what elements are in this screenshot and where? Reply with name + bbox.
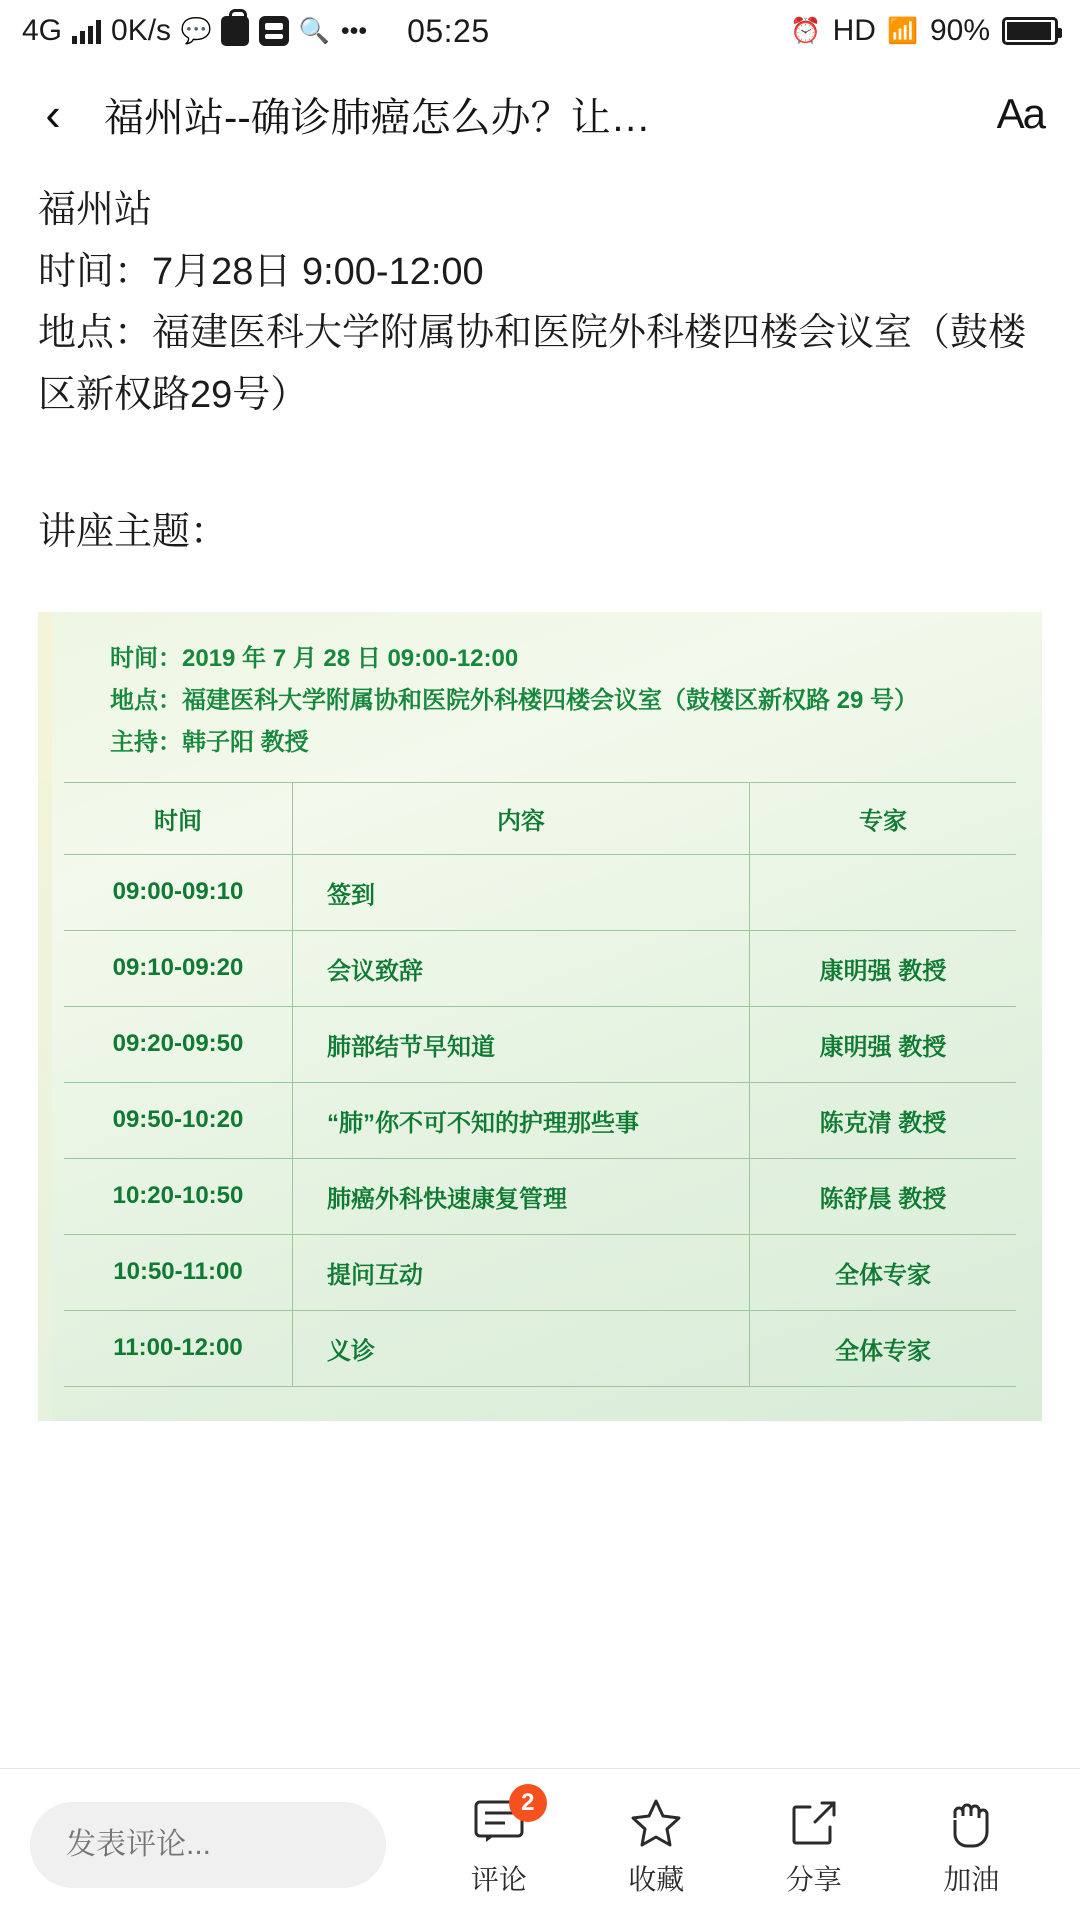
- cell-expert: 全体专家: [749, 1234, 1016, 1310]
- column-header-time: 时间: [64, 782, 292, 854]
- cell-content: “肺”你不可不知的护理那些事: [292, 1082, 749, 1158]
- network-speed-label: 0K/s: [111, 14, 172, 47]
- cheer-label: 加油: [943, 1863, 1000, 1895]
- table-row: [64, 930, 1016, 1006]
- cheer-button[interactable]: [901, 1792, 1041, 1898]
- bottom-action-bar: [0, 1768, 1080, 1920]
- more-dots-icon: •••: [340, 16, 368, 45]
- article-line-location: 地点：福建医科大学附属协和医院外科楼四楼会议室（鼓楼区新权路29号）: [38, 312, 1027, 416]
- cell-time: 09:50-10:20: [64, 1082, 292, 1158]
- cell-expert: 康明强 教授: [749, 1006, 1016, 1082]
- cell-content: 肺癌外科快速康复管理: [292, 1158, 749, 1234]
- comment-label: 评论: [470, 1863, 527, 1895]
- cell-time: 10:50-11:00: [64, 1234, 292, 1310]
- back-chevron-icon[interactable]: ‹: [45, 88, 61, 140]
- cell-expert: 陈舒晨 教授: [749, 1158, 1016, 1234]
- agenda-table: [64, 782, 1016, 1387]
- column-header-content: 内容: [292, 782, 749, 854]
- cell-content: 会议致辞: [292, 930, 749, 1006]
- cell-time: 10:20-10:50: [64, 1158, 292, 1234]
- signal-bars-icon: [72, 18, 101, 44]
- comment-button[interactable]: [429, 1788, 569, 1898]
- table-row: [64, 1310, 1016, 1386]
- favorite-button[interactable]: [586, 1792, 726, 1898]
- table-row: [64, 1234, 1016, 1310]
- article-spacer: [38, 426, 1042, 502]
- table-row: [64, 854, 1016, 930]
- battery-percent-label: 90%: [929, 14, 990, 47]
- clock-label: 05:25: [407, 12, 490, 49]
- cell-expert: 陈克清 教授: [749, 1082, 1016, 1158]
- status-bar-left: [22, 13, 490, 50]
- status-bar-right: [791, 14, 1058, 48]
- article-body: [0, 166, 1080, 564]
- search-icon: 🔍: [298, 16, 330, 45]
- poster-header-location: 地点：福建医科大学附属协和医院外科楼四楼会议室（鼓楼区新权路 29 号）: [110, 686, 919, 714]
- network-type-label: 4G: [22, 14, 63, 47]
- favorite-label: 收藏: [628, 1863, 685, 1895]
- cell-time: 09:20-09:50: [64, 1006, 292, 1082]
- agenda-poster-image: [38, 612, 1042, 1421]
- article-line-topic: 讲座主题：: [38, 511, 229, 554]
- star-icon: [628, 1792, 684, 1854]
- hd-label: HD: [832, 14, 876, 47]
- article-line-venue: 福州站: [38, 189, 153, 231]
- lock-icon: [221, 16, 249, 46]
- cell-content: 义诊: [292, 1310, 749, 1386]
- action-buttons: [386, 1788, 1050, 1898]
- title-bar: [0, 62, 1080, 166]
- cell-expert: 全体专家: [749, 1310, 1016, 1386]
- article-line-time: 时间：7月28日 9:00-12:00: [38, 250, 484, 293]
- robot-icon: [259, 16, 289, 46]
- share-label: 分享: [785, 1863, 842, 1895]
- cell-content: 签到: [292, 854, 749, 930]
- fist-icon: [945, 1792, 997, 1854]
- cell-expert: 康明强 教授: [749, 930, 1016, 1006]
- poster-header-time: 时间：2019 年 7 月 28 日 09:00-12:00: [110, 644, 519, 672]
- comment-input[interactable]: [30, 1802, 386, 1888]
- share-button[interactable]: [744, 1792, 884, 1898]
- cell-content: 肺部结节早知道: [292, 1006, 749, 1082]
- table-row: [64, 1082, 1016, 1158]
- wifi-icon: 📶: [887, 16, 919, 45]
- status-bar: [0, 0, 1080, 62]
- table-header-row: [64, 782, 1016, 854]
- share-icon: [788, 1792, 840, 1854]
- cell-time: 11:00-12:00: [64, 1310, 292, 1386]
- message-icon: 💬: [180, 16, 212, 45]
- column-header-expert: 专家: [749, 782, 1016, 854]
- cell-time: 09:10-09:20: [64, 930, 292, 1006]
- table-row: [64, 1158, 1016, 1234]
- poster-header: [64, 638, 1016, 764]
- font-size-button[interactable]: Aa: [996, 90, 1044, 137]
- comment-count-badge: 2: [509, 1784, 547, 1822]
- battery-icon: [1002, 17, 1058, 45]
- page-title: 福州站--确诊肺癌怎么办？让…: [104, 95, 651, 140]
- table-row: [64, 1006, 1016, 1082]
- cell-time: 09:00-09:10: [64, 854, 292, 930]
- alarm-icon: ⏰: [790, 16, 822, 45]
- cell-expert: [749, 854, 1016, 930]
- poster-header-host: 主持：韩子阳 教授: [110, 728, 309, 756]
- cell-content: 提问互动: [292, 1234, 749, 1310]
